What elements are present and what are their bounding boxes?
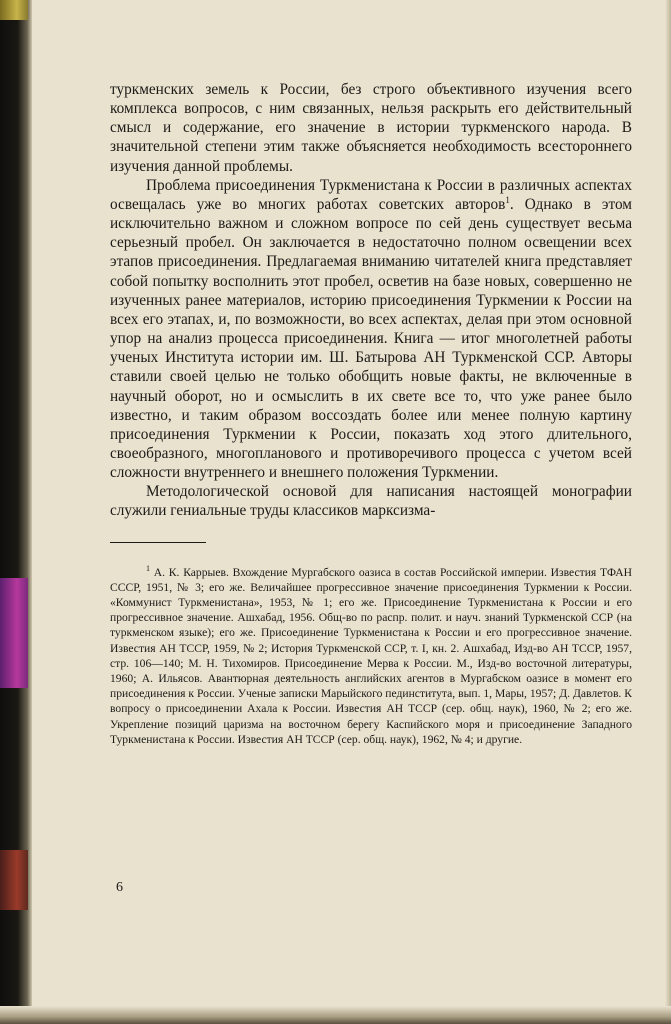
footnote-divider: [110, 542, 206, 543]
page-number: 6: [116, 880, 123, 895]
paragraph-1: туркменских земель к России, без строго объективного изучения всего комплекса вопросов, с ним связанных, нельзя раскрыть его действительный смысл и содержание, его значение в истории туркменского народа. В значительной степени этим также объясняется необходимость всестороннего изучения данной проблемы.: [110, 81, 632, 175]
main-text: [110, 80, 632, 521]
paragraph-2: [110, 176, 632, 483]
footnote-reference: 1: [505, 194, 510, 205]
paragraph-2-rest: . Однако в этом исключительно важном и сложном вопросе по сей день существует весьма серьезный пробел. Он заключается в недостаточно полном освещении всех этапов присоединения. Предлагаемая вниманию читателей книга представляет собой попытку восполнить этот пробел, осветив на базе новых, совершенно не изученных ранее материалов, историю присоединения Туркмении к России на всех его этапах, и, по возможности, во всех аспектах, делая при этом основной упор на анализ процесса присоединения. Книга — итог многолетней работы ученых Института истории им. Ш. Батырова АН Туркменской ССР. Авторы ставили своей целью не только обобщить новые факты, не включенные в научный оборот, но и осмыслить в их свете все то, что уже ранее было известно, и таким образом воссоздать более или менее полную картину присоединения Туркмении к России, показать ход этого длительного, своеобразного, многопланового и противоречивого процесса с учетом всей сложности внутреннего и внешнего положения Туркмении.: [110, 195, 632, 482]
spine-band-purple: [0, 578, 28, 688]
paragraph-3: Методологической основой для написания настоящей монографии служили гениальные труды классиков марксизма-: [110, 483, 632, 520]
page-right-edge: [665, 0, 671, 1024]
spine-band-top: [0, 0, 28, 20]
footnote-text: А. К. Каррыев. Вхождение Мургабского оазиса в состав Российской империи. Известия ТФАН СССР, 1951, № 3; его же. Величайшее прогрессивное значение присоединения Туркмении к России. «Коммунист Туркменистана», 1953, № 1; его же. Присоединение Туркменистана к России и его прогрессивное значение. Ашхабад, 1956. Общ-во по распр. полит. и науч. знаний Туркменской ССР (на туркменском языке); его же. Присоединение Туркменистана к России и его прогрессивное значение. Известия АН ТССР, 1959, № 2; История Туркменской ССР, т. I, кн. 2. Ашхабад, Изд-во АН ТССР, 1957, стр. 106—140; М. Н. Тихомиров. Присоединение Мерва к России. М., Изд-во восточной литературы, 1960; А. Ильясов. Авантюрная деятельность английских агентов в Мургабском оазисе в момент его присоединения к России. Ученые записки Марыйского пединститута, вып. 1, Мары, 1957; Д. Давлетов. К вопросу о присоединении Ахала к России. Известия АН ТССР (сер. общ. наук), 1960, № 2; его же. Укрепление позиций царизма на восточном берегу Каспийского моря и присоединение Западного Туркменистана к России. Известия АН ТССР (сер. общ. наук), 1962, № 4; и другие.: [110, 565, 632, 746]
spine-band-red: [0, 850, 28, 910]
footnote: [110, 565, 632, 747]
book-spine: [0, 0, 32, 1024]
page-bottom-edge: [0, 1006, 671, 1024]
footnote-marker: 1: [146, 563, 150, 573]
paragraph-2-start: Проблема присоединения Туркменистана к России в различных аспектах освещалась уже во многих работах советских авторов: [110, 176, 632, 213]
page-content: [110, 80, 632, 747]
